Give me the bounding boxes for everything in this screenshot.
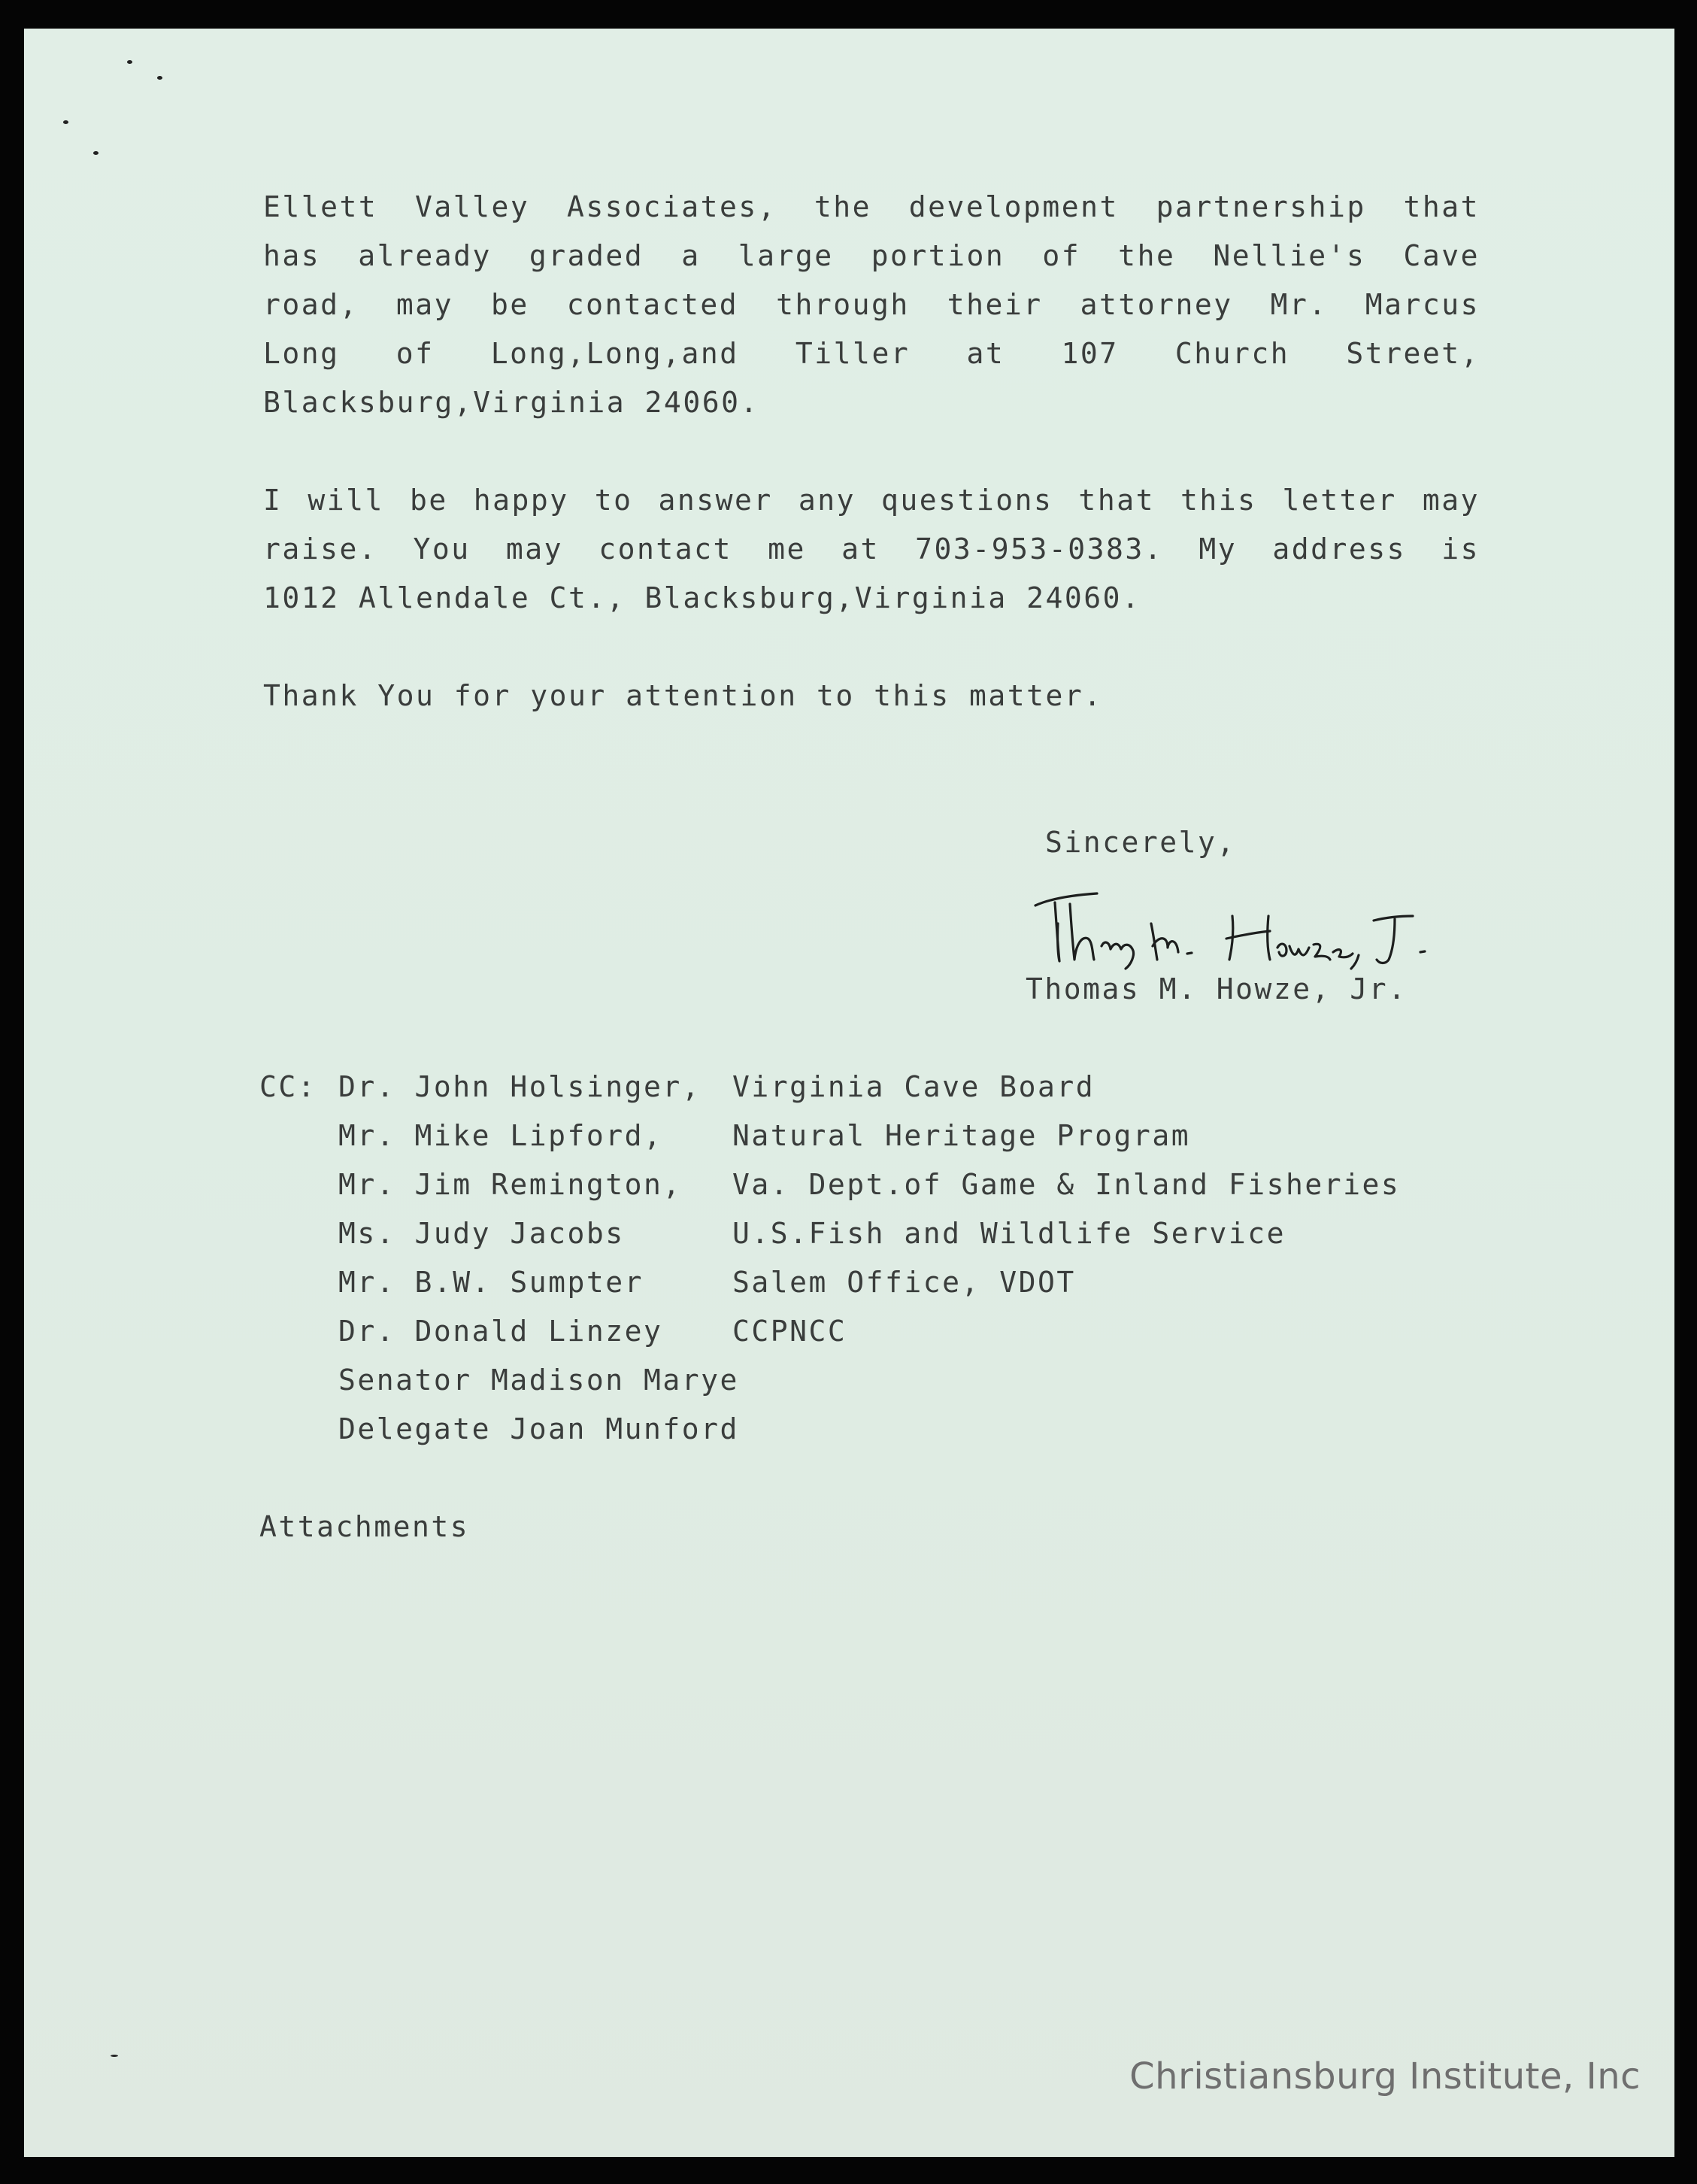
letter-page bbox=[24, 29, 1674, 2157]
paragraph-2-line: raise. You may contact me at 703-953-0383. My address is bbox=[263, 532, 1480, 566]
paragraph-1-line: Long of Long,Long,and Tiller at 107 Church Street, bbox=[263, 337, 1480, 370]
cc-name: Dr. John Holsinger, bbox=[338, 1070, 702, 1103]
cc-row bbox=[24, 1209, 1302, 1258]
cc-org: Natural Heritage Program bbox=[732, 1119, 1191, 1152]
scan-speck bbox=[111, 2055, 118, 2057]
cc-row bbox=[24, 1306, 1302, 1356]
cc-name: Senator Madison Marye bbox=[338, 1363, 739, 1397]
scan-speck bbox=[63, 120, 68, 124]
cc-org: Salem Office, VDOT bbox=[732, 1266, 1076, 1299]
collection-watermark: Christiansburg Institute, Inc bbox=[1129, 2055, 1641, 2098]
paragraph-1-line: Ellett Valley Associates, the development partnership that bbox=[263, 190, 1480, 223]
paragraph-2-line: I will be happy to answer any questions that this letter may bbox=[263, 484, 1480, 517]
cc-row bbox=[24, 1355, 1302, 1405]
cc-org: CCPNCC bbox=[732, 1315, 847, 1348]
cc-label: CC: bbox=[259, 1070, 317, 1103]
paragraph-1-line: has already graded a large portion of the Nellie's Cave bbox=[263, 239, 1480, 272]
cc-row bbox=[24, 1160, 1401, 1209]
attachments-note: Attachments bbox=[259, 1510, 470, 1543]
cc-name: Mr. Jim Remington, bbox=[338, 1168, 682, 1201]
cc-org: Virginia Cave Board bbox=[732, 1070, 1095, 1103]
scan-speck bbox=[157, 76, 162, 80]
cc-row bbox=[24, 1257, 1302, 1307]
cc-name: Mr. Mike Lipford, bbox=[338, 1119, 663, 1152]
cc-row bbox=[24, 1404, 1302, 1454]
cc-name: Mr. B.W. Sumpter bbox=[338, 1266, 644, 1299]
cc-name: Dr. Donald Linzey bbox=[338, 1315, 663, 1348]
paragraph-2-line: 1012 Allendale Ct., Blacksburg,Virginia 24060. bbox=[263, 581, 1141, 614]
cc-name: Delegate Joan Munford bbox=[338, 1412, 739, 1445]
cc-org: U.S.Fish and Wildlife Service bbox=[732, 1217, 1286, 1250]
closing: Sincerely, bbox=[1045, 826, 1236, 859]
paragraph-1-line: Blacksburg,Virginia 24060. bbox=[263, 386, 759, 419]
signer-name: Thomas M. Howze, Jr. bbox=[1026, 972, 1408, 1006]
paragraph-1-line: road, may be contacted through their attorney Mr. Marcus bbox=[263, 288, 1480, 321]
cc-name: Ms. Judy Jacobs bbox=[338, 1217, 625, 1250]
scan-speck bbox=[93, 151, 98, 155]
cc-row bbox=[24, 1111, 1302, 1160]
handwritten-signature bbox=[1029, 886, 1480, 976]
scan-speck bbox=[127, 60, 132, 64]
cc-org: Va. Dept.of Game & Inland Fisheries bbox=[732, 1168, 1401, 1201]
cc-row bbox=[24, 1062, 1302, 1112]
thank-you-line: Thank You for your attention to this matter. bbox=[263, 679, 1103, 712]
